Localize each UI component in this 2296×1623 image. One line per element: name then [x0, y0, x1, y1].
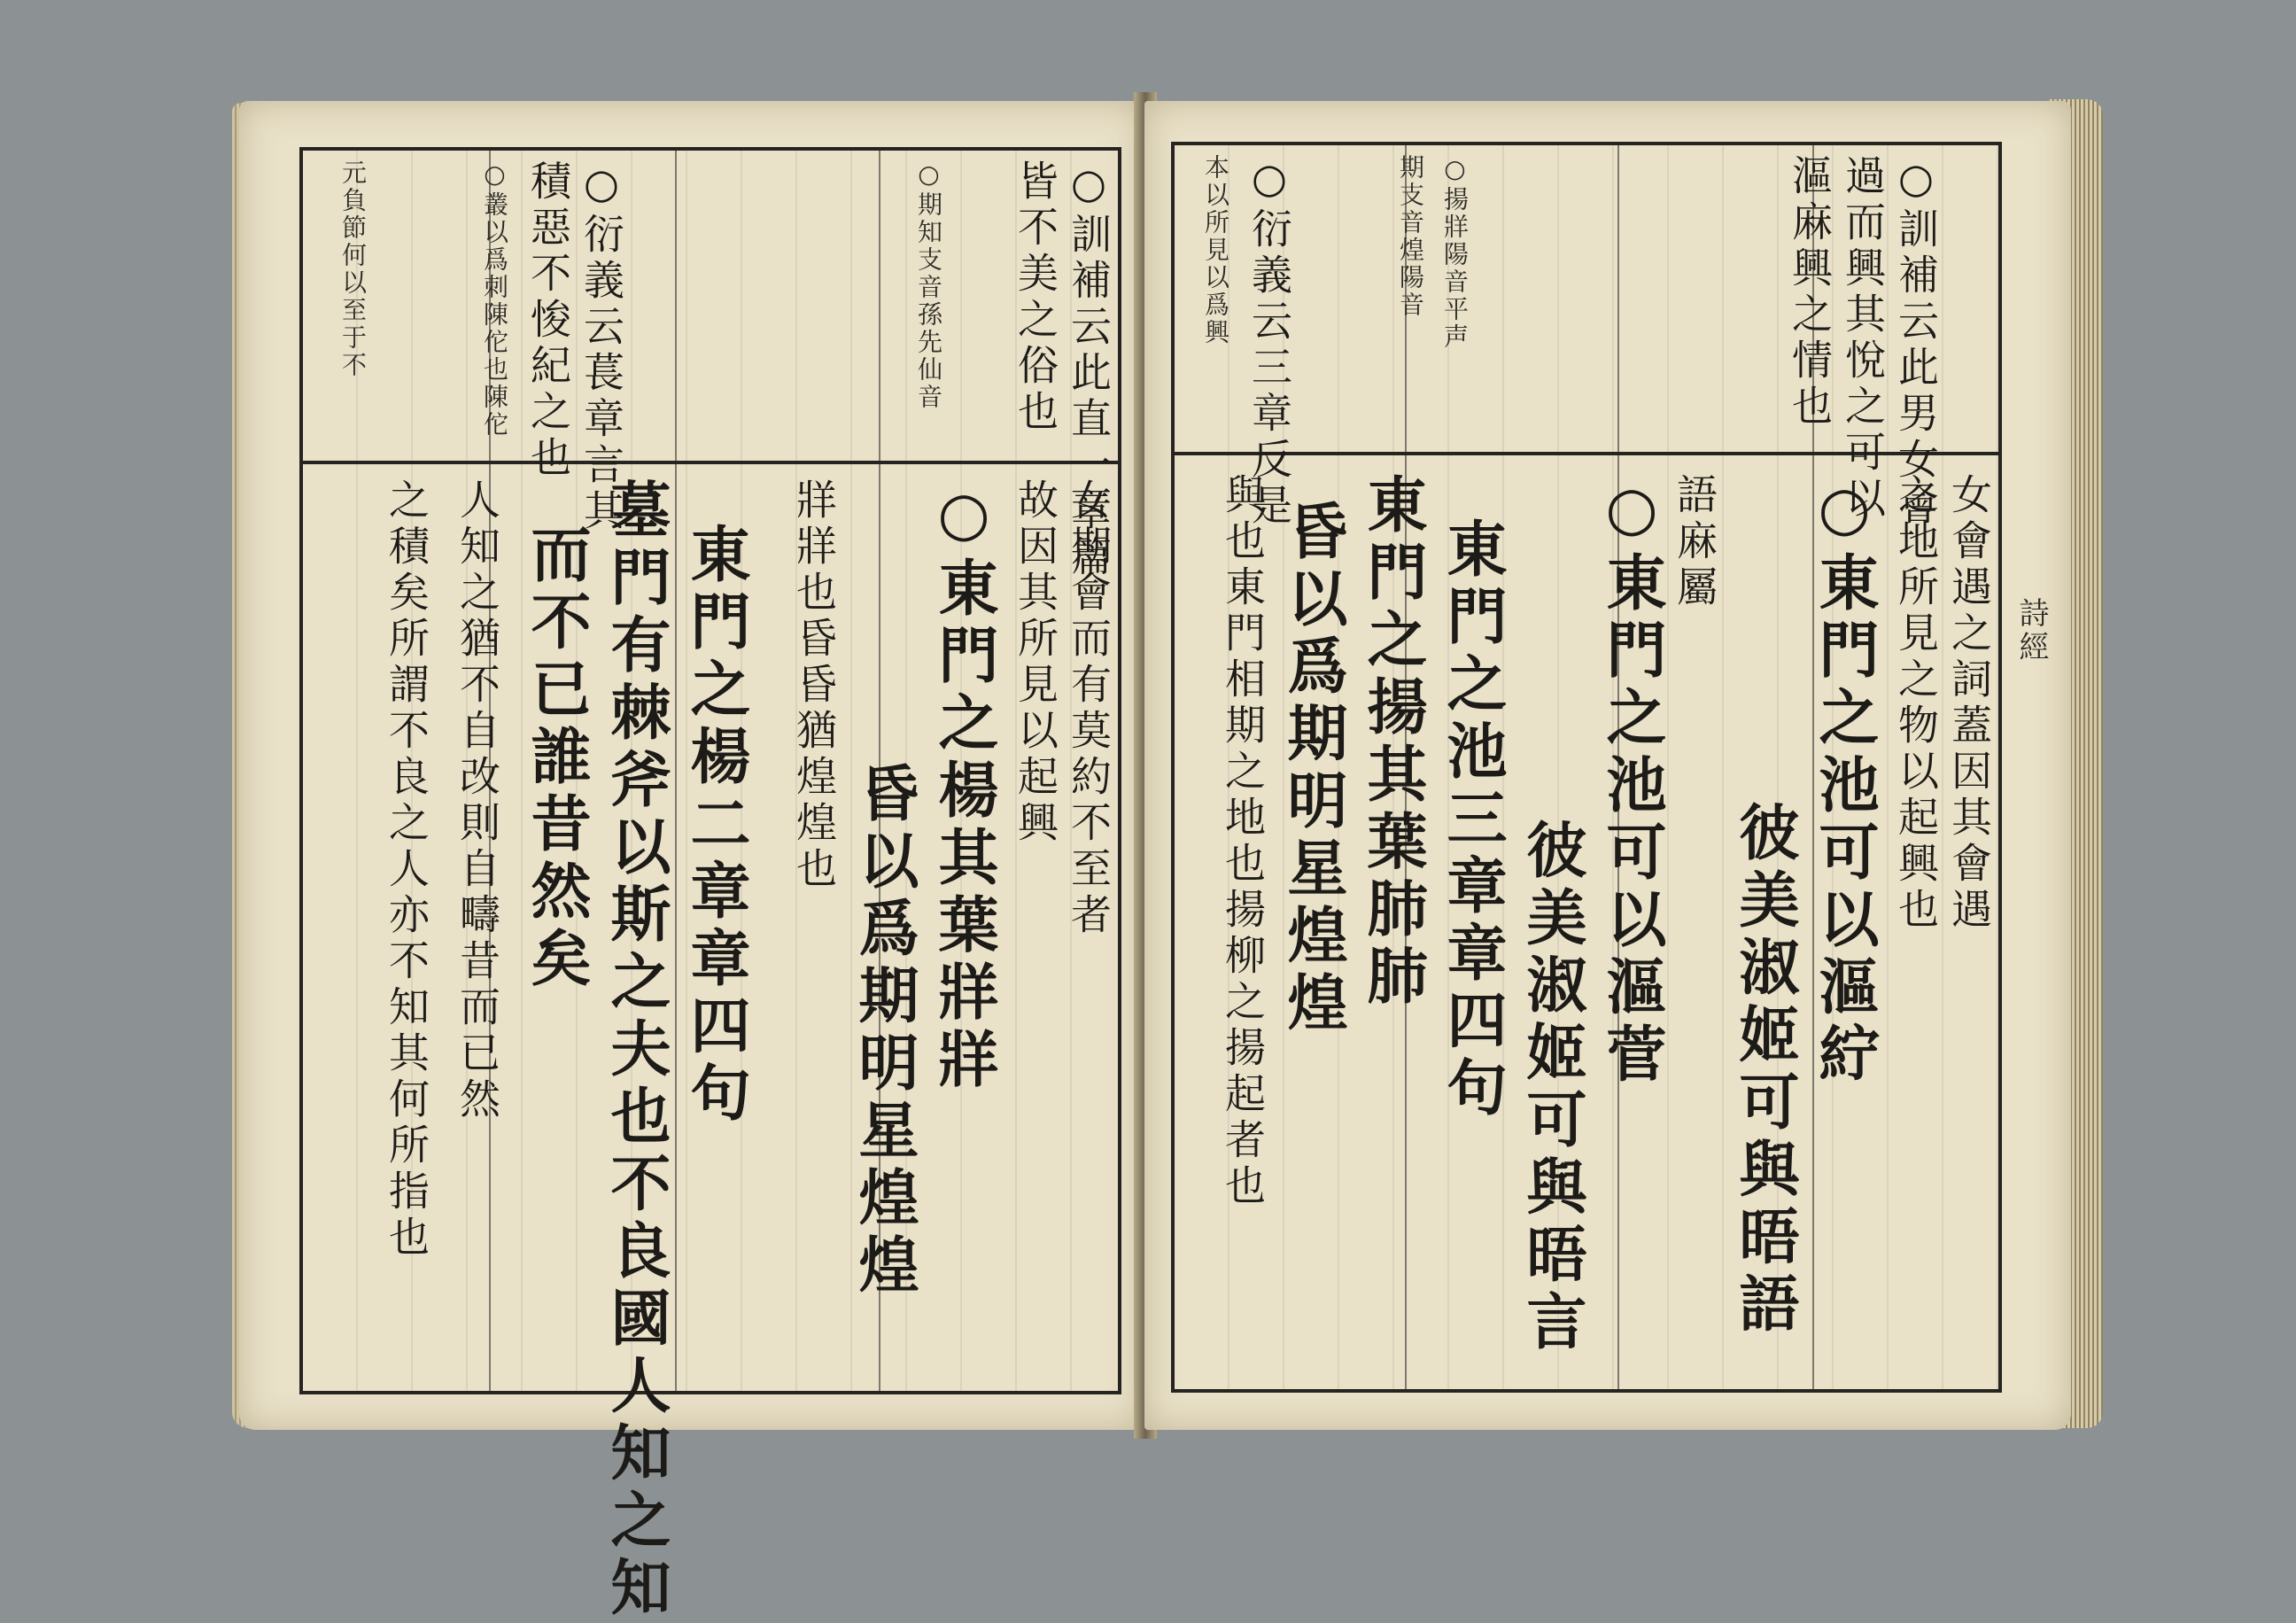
upper-comment: 皆不美之俗也 [1012, 159, 1059, 436]
upper-comment: 過而興其悅之可以 [1839, 154, 1887, 523]
upper-comment: ○訓補云此直一章篇 [1065, 159, 1113, 581]
upper-comment: ○衍義云三章反是 [1245, 154, 1293, 530]
main-text-line: ○東門之池可以漚菅 [1596, 473, 1667, 1090]
left-upper-divider [303, 461, 1118, 464]
main-text-line: 昏以爲期明星煌煌 [849, 762, 919, 1301]
main-text-line: 彼美淑姬可與晤言 [1516, 819, 1587, 1357]
main-text-line: 東門之揚其葉肺肺 [1357, 473, 1428, 1012]
upper-comment: ○訓補云此男女會 [1892, 154, 1940, 530]
right-print-frame [1171, 142, 2002, 1393]
main-text-line: 昏以爲期明星煌煌 [1277, 500, 1348, 1038]
running-head: 詩經 [2013, 597, 2049, 664]
section-heading: 東門之楊二章章四句 [680, 523, 751, 1129]
commentary-line: 女會遇之詞蓋因其會遇 [1945, 473, 1993, 934]
main-text-line: 而不已誰昔然矣 [521, 523, 592, 994]
commentary-line: 之積矣所謂不良之人亦不知其何所指也 [383, 478, 430, 1262]
main-text-line: ○東門之楊其葉牂牂 [928, 478, 999, 1095]
commentary-line: 牂牂也昏昏猶煌煌也 [790, 478, 838, 893]
left-print-frame [299, 147, 1121, 1623]
commentary-line: 之地所見之物以起興也 [1892, 473, 1940, 934]
main-text-line: 墓門有棘斧以斯之夫也不良國人知之知 [601, 478, 671, 1623]
commentary-line: 人知之猶不自改則自疇昔而已然 [454, 478, 501, 1123]
commentary-line: 語麻屬 [1671, 473, 1718, 611]
main-text-line: 彼美淑姬可與晤語 [1729, 801, 1800, 1340]
upper-comment: 元負節何以至于不 [338, 159, 368, 379]
upper-comment: 積惡不悛紀之也 [524, 159, 572, 482]
upper-comment: ○期知支音孫先仙音 [914, 159, 943, 411]
commentary-line: 故因其所見以起興 [1012, 478, 1059, 847]
commentary-line: 與也東門相期之地也揚柳之揚起者也 [1219, 473, 1267, 1210]
upper-comment: ○叢以爲刺陳佗也陳佗 [480, 159, 509, 439]
upper-comment: 期支音煌陽音 [1396, 154, 1425, 319]
right-page [1144, 101, 2071, 1430]
upper-comment: 本以所見以爲興 [1201, 154, 1230, 346]
commentary-line: 女期會而有莫約不至者 [1065, 478, 1113, 939]
main-text-line: ○東門之池可以漚紵 [1809, 473, 1880, 1090]
upper-comment: ○衍義云萇章言其 [578, 159, 625, 535]
upper-comment: 漚麻興之情也 [1786, 154, 1834, 431]
section-heading: 東門之池三章章四句 [1437, 517, 1508, 1123]
upper-comment: ○揚牂陽音平声 [1440, 154, 1470, 351]
column-rule [675, 151, 677, 1391]
open-book [232, 92, 2103, 1623]
left-page [239, 101, 1143, 1623]
